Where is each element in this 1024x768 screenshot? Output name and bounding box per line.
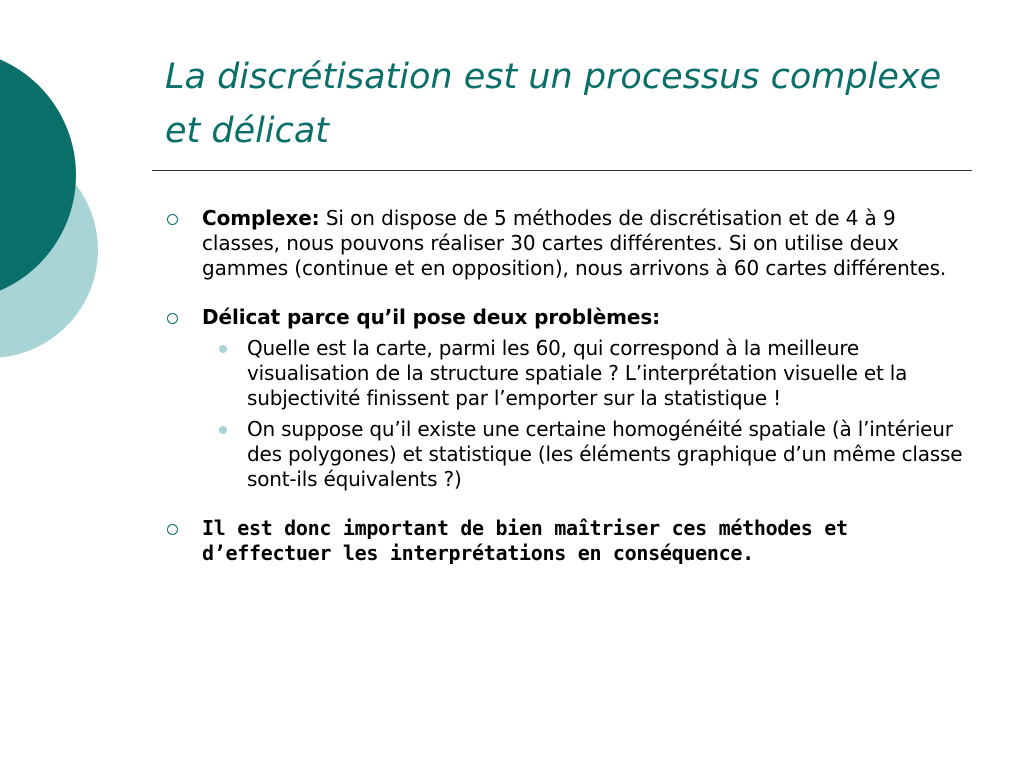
sub-bullet-text: Quelle est la carte, parmi les 60, qui correspond à la meilleure visualisation de la structure spatiale ? L’interprétation visuelle et la subjectivité finissent par l’emporter sur la statistique ! (247, 336, 908, 410)
sub-bullet-item (202, 417, 965, 492)
bullet-delicat (165, 305, 965, 492)
bullet-lead: Délicat parce qu’il pose deux problèmes: (202, 305, 661, 329)
bullet-conclusion (165, 516, 965, 566)
sub-bullet-item (202, 336, 965, 411)
sub-bullet-list (202, 336, 965, 492)
slide-title: La discrétisation est un processus complexe et délicat (165, 57, 942, 151)
decorative-circles (0, 0, 120, 420)
bullet-complexe (165, 206, 965, 281)
slide-content (165, 206, 965, 566)
hollow-circle-bullet-icon (167, 313, 178, 324)
dot-bullet-icon (219, 426, 227, 434)
bullet-text: Il est donc important de bien maîtriser ces méthodes et d’effectuer les interprétations en conséquence. (202, 516, 848, 565)
sub-bullet-text: On suppose qu’il existe une certaine homogénéité spatiale (à l’intérieur des polygones) et statistique (les éléments graphique d’un même classe sont-ils équivalents ?) (247, 417, 963, 491)
hollow-circle-bullet-icon (167, 214, 178, 225)
hollow-circle-bullet-icon (167, 524, 178, 535)
bullet-text: Si on dispose de 5 méthodes de discrétisation et de 4 à 9 classes, nous pouvons réaliser 30 cartes différentes. Si on utilise deux gammes (continue et en opposition), nous arrivons à 60 cartes différentes. (202, 206, 947, 280)
dot-bullet-icon (219, 345, 227, 353)
bullet-lead: Complexe: (202, 206, 320, 230)
title-divider (152, 170, 972, 171)
